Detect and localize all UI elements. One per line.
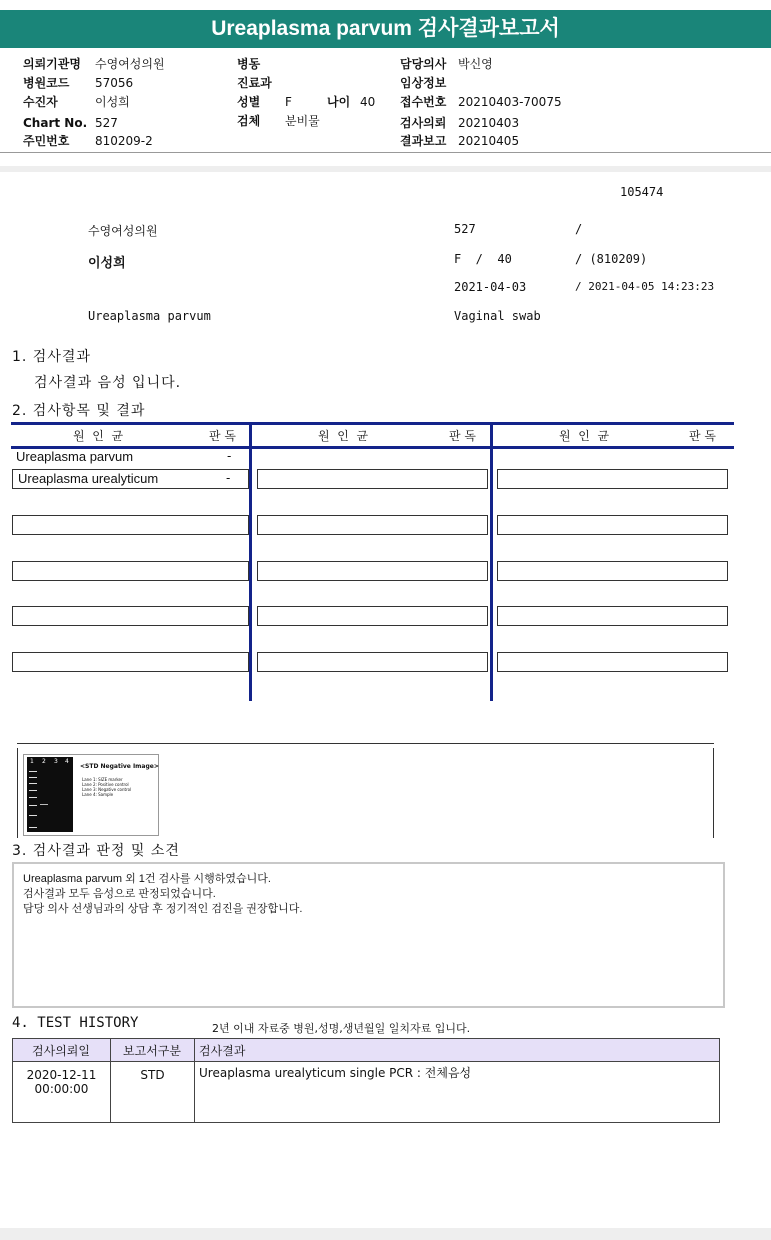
clinical-info-label: 임상정보	[400, 76, 447, 90]
result-value-1: -	[227, 449, 232, 463]
result-value-2: -	[226, 471, 231, 485]
result-cell-empty	[257, 515, 488, 535]
report-chart: 527	[454, 222, 476, 236]
opinion-line-1: Ureaplasma parvum 외 1건 검사를 시행하였습니다.	[23, 873, 271, 885]
lane-number: 4	[65, 758, 69, 765]
report-code: 105474	[620, 185, 664, 199]
gel-lanes	[27, 757, 73, 832]
history-col-date: 검사의뢰일	[13, 1039, 111, 1062]
marker-band	[29, 777, 37, 778]
gel-image	[23, 754, 159, 836]
hospital-label: 의뢰기관명	[23, 57, 81, 71]
col-organism-label-1: 원 인 균	[73, 429, 124, 443]
result-cell	[12, 469, 249, 489]
resident-no-label: 주민번호	[23, 134, 70, 148]
report-birth: / (810209)	[575, 252, 648, 266]
col-judge-label-2: 판 독	[449, 429, 476, 443]
gel-title: <STD Negative Image>	[80, 763, 159, 770]
history-col-result: 검사결과	[195, 1039, 720, 1062]
result-cell-empty	[497, 561, 728, 581]
report-date-label: 결과보고	[400, 134, 447, 148]
header-divider	[0, 152, 771, 153]
result-cell-empty	[497, 469, 728, 489]
specimen-label: 검체	[237, 114, 261, 128]
section4-title: 4. TEST HISTORY	[12, 1015, 139, 1031]
positive-band	[40, 804, 48, 805]
grid-divider-1	[249, 422, 252, 701]
age-label: 나이	[327, 95, 351, 109]
report-chart-slash: /	[575, 222, 583, 236]
history-result: Ureaplasma urealyticum single PCR : 전체음성	[195, 1062, 720, 1123]
header-band	[0, 166, 771, 172]
sex-value: F	[285, 95, 292, 109]
request-date-value: 20210403	[458, 116, 520, 130]
marker-band	[29, 771, 37, 772]
gel-legend-3: Lane 3: Negative control	[82, 787, 132, 792]
marker-band	[29, 783, 37, 784]
chart-no-label: Chart No.	[23, 116, 88, 130]
report-date-reported: / 2021-04-05 14:23:23	[575, 280, 715, 293]
age-value: 40	[360, 95, 376, 109]
result-cell-empty	[257, 469, 488, 489]
report-patient: 이성희	[88, 256, 126, 271]
lane-number: 1	[30, 758, 34, 765]
header-info	[0, 55, 771, 150]
section1-title: 1. 검사결과	[12, 349, 91, 365]
report-test-name: Ureaplasma parvum	[88, 309, 211, 323]
hospital-code-label: 병원코드	[23, 76, 70, 90]
sex-label: 성별	[237, 95, 261, 109]
result-cell-empty	[257, 606, 488, 626]
lane-number: 2	[42, 758, 46, 765]
result-cell-empty	[257, 561, 488, 581]
chart-no-value: 527	[95, 116, 118, 130]
patient-value: 이성희	[95, 95, 130, 109]
gel-top-rule	[17, 743, 714, 744]
col-organism-label-3: 원 인 균	[559, 429, 610, 443]
col-judge-label-1: 판 독	[209, 429, 236, 443]
history-table	[12, 1038, 720, 1123]
marker-band	[29, 797, 37, 798]
accession-value: 20210403-70075	[458, 95, 562, 109]
gel-legend-2: Lane 2: Positive control	[82, 782, 129, 787]
hospital-code-value: 57056	[95, 76, 134, 90]
report-date-received: 2021-04-03	[454, 280, 527, 294]
report-specimen: Vaginal swab	[454, 309, 541, 323]
result-cell-empty	[497, 515, 728, 535]
result-cell-empty	[12, 561, 249, 581]
col-organism-label-2: 원 인 균	[318, 429, 369, 443]
history-type: STD	[111, 1062, 195, 1123]
department-label: 진료과	[237, 76, 272, 90]
marker-band	[29, 805, 37, 806]
history-col-type: 보고서구분	[111, 1039, 195, 1062]
report-hospital: 수영여성의원	[88, 224, 158, 238]
history-note: 2년 이내 자료중 병원,성명,생년월일 일치자료 입니다.	[212, 1022, 471, 1035]
marker-band	[29, 815, 37, 816]
result-cell-empty	[257, 652, 488, 672]
accession-label: 접수번호	[400, 95, 447, 109]
lane-number: 3	[54, 758, 58, 765]
table-row	[13, 1062, 720, 1123]
result-cell-empty	[12, 515, 249, 535]
patient-label: 수진자	[23, 95, 58, 109]
resident-no-value: 810209-2	[95, 134, 153, 148]
result-cell-empty	[12, 652, 249, 672]
ward-label: 병동	[237, 57, 261, 71]
marker-band	[29, 790, 37, 791]
section2-title: 2. 검사항목 및 결과	[12, 403, 146, 419]
section1-text: 검사결과 음성 입니다.	[34, 375, 182, 391]
result-cell-empty	[497, 606, 728, 626]
marker-band	[29, 827, 37, 828]
opinion-line-3: 담당 의사 선생님과의 상담 후 정기적인 검진을 권장합니다.	[23, 903, 303, 915]
report-date-value: 20210405	[458, 134, 520, 148]
result-name-2: Ureaplasma urealyticum	[18, 471, 159, 486]
doctor-value: 박신영	[458, 57, 493, 71]
result-cell-empty	[497, 652, 728, 672]
page-footer-band	[0, 1228, 771, 1240]
col-judge-label-3: 판 독	[689, 429, 716, 443]
history-header-row	[13, 1039, 720, 1062]
opinion-line-2: 검사결과 모두 음성으로 판정되었습니다.	[23, 888, 216, 900]
specimen-value: 분비물	[285, 114, 320, 128]
history-date: 2020-12-11 00:00:00	[13, 1062, 111, 1123]
result-cell-empty	[12, 606, 249, 626]
report-sex-age: F / 40	[454, 252, 512, 266]
grid-divider-2	[490, 422, 493, 701]
hospital-value: 수영여성의원	[95, 57, 165, 71]
results-grid-header	[11, 422, 734, 449]
result-name-1: Ureaplasma parvum	[16, 449, 134, 464]
gel-legend-1: Lane 1: SIZE marker	[82, 777, 123, 782]
opinion-box	[12, 862, 725, 1008]
doctor-label: 담당의사	[400, 57, 447, 71]
section3-title: 3. 검사결과 판정 및 소견	[12, 843, 180, 859]
request-date-label: 검사의뢰	[400, 116, 447, 130]
gel-legend-4: Lane 4: Sample	[82, 792, 114, 797]
report-title: Ureaplasma parvum 검사결과보고서	[0, 10, 771, 48]
